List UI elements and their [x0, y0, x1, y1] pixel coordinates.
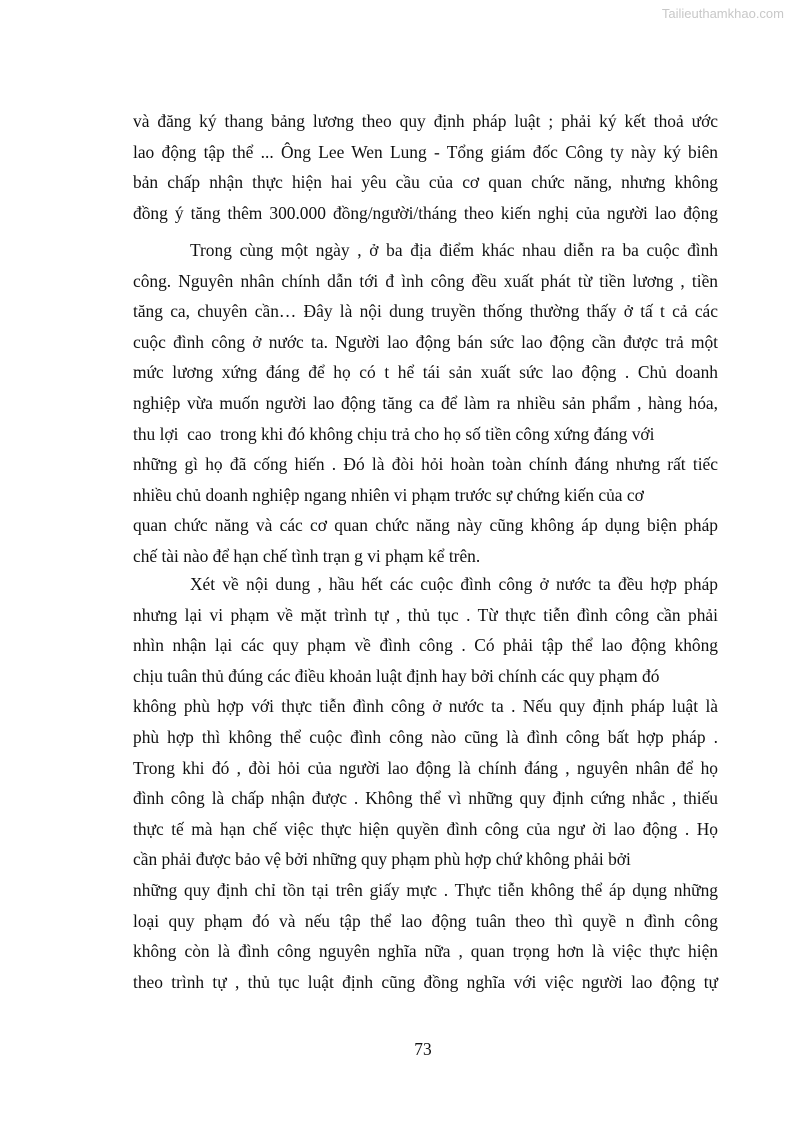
text-line: Trong cùng một ngày , ở ba địa điểm khác nhau diễn ra ba cuộc đình	[190, 240, 718, 260]
text-line: Xét về nội dung , hầu hết các cuộc đình công ở nước ta đều hợp pháp	[190, 574, 718, 594]
text-line: theo trình tự , thủ tục luật định cũng đồng nghĩa với việc người lao động tự	[133, 971, 718, 992]
paragraph-3	[133, 569, 718, 997]
text-line: cuộc đình công ở nước ta. Người lao động bán sức lao động cần được trả một	[133, 331, 718, 352]
text-line: quan chức năng và các cơ quan chức năng này cũng không áp dụng biện pháp	[133, 515, 718, 536]
text-line: chịu tuân thủ đúng các điều khoản luật định hay bởi chính các quy phạm đó	[133, 665, 660, 686]
text-line: nhìn nhận lại các quy phạm về đình công . Có phải tập thể lao động không	[133, 635, 718, 656]
paragraph-1	[133, 106, 718, 228]
text-line: những gì họ đã cống hiến . Đó là đòi hỏi hoàn toàn chính đáng nhưng rất tiếc	[133, 454, 718, 475]
text-line: lao động tập thể ... Ông Lee Wen Lung - Tổng giám đốc Công ty này ký biên	[133, 141, 718, 162]
text-line: những quy định chỉ tồn tại trên giấy mực . Thực tiễn không thể áp dụng những	[133, 879, 718, 900]
text-line: thực tế mà hạn chế việc thực hiện quyền đình công của ngư ời lao động . Họ	[133, 818, 718, 839]
text-line: loại quy phạm đó và nếu tập thể lao động tuân theo thì quyề n đình công	[133, 910, 718, 931]
paragraph-2	[133, 235, 718, 572]
text-line: nhiều chủ doanh nghiệp ngang nhiên vi phạm trước sự chứng kiến của cơ	[133, 484, 644, 505]
text-line: đồng ý tăng thêm 300.000 đồng/người/tháng theo kiến nghị của người lao động	[133, 202, 718, 223]
text-line: cần phải được bảo vệ bởi những quy phạm phù hợp chứ không phải bởi	[133, 849, 631, 870]
text-line: Trong khi đó , đòi hỏi của người lao động là chính đáng , nguyên nhân để họ	[133, 757, 718, 778]
text-line: không còn là đình công nguyên nghĩa nữa , quan trọng hơn là việc thực hiện	[133, 941, 718, 962]
text-line: thu lợi cao trong khi đó không chịu trả cho họ số tiền công xứng đáng với	[133, 423, 655, 444]
text-line: công. Nguyên nhân chính dẫn tới đ ình công đều xuất phát từ tiền lương , tiền	[133, 270, 718, 291]
text-line: và đăng ký thang bảng lương theo quy định pháp luật ; phải ký kết thoả ước	[133, 111, 718, 131]
text-line: bản chấp nhận thực hiện hai yêu cầu của cơ quan chức năng, nhưng không	[133, 172, 718, 193]
text-line: mức lương xứng đáng để họ có t hể tái sản xuất sức lao động . Chủ doanh	[133, 362, 718, 383]
text-line: nhưng lại vi phạm về mặt trình tự , thủ tục . Từ thực tiễn đình công cần phải	[133, 604, 718, 625]
text-line: phù hợp thì không thể cuộc đình công nào cũng là đình công bất hợp pháp .	[133, 726, 718, 747]
text-line: nghiệp vừa muốn người lao động tăng ca để làm ra nhiều sản phẩm , hàng hóa,	[133, 392, 718, 413]
text-line: chế tài nào để hạn chế tình trạn g vi phạm kể trên.	[133, 545, 481, 566]
page-number: 73	[414, 1039, 432, 1059]
text-line: tăng ca, chuyên cần… Đây là nội dung truyền thống thường thấy ở tấ t cả các	[133, 301, 718, 322]
text-line: không phù hợp với thực tiễn đình công ở nước ta . Nếu quy định pháp luật là	[133, 696, 718, 717]
watermark: Tailieuthamkhao.com	[661, 6, 784, 21]
text-line: đình công là chấp nhận được . Không thể vì những quy định cứng nhắc , thiếu	[133, 788, 718, 809]
